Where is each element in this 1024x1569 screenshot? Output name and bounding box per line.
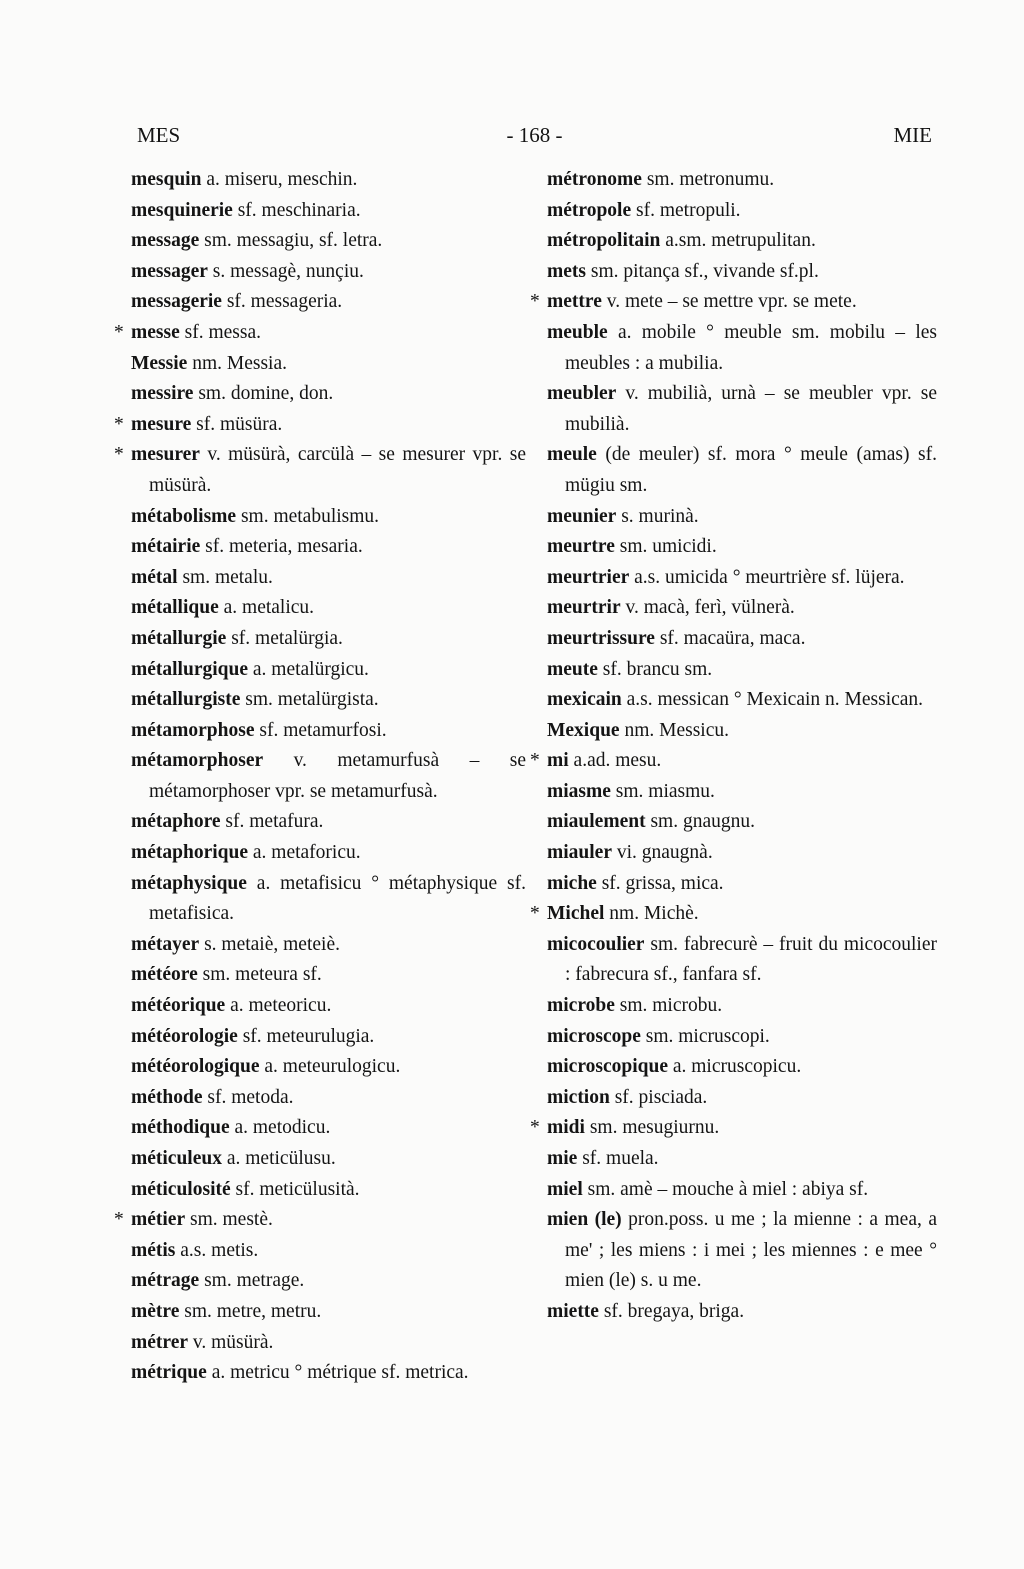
dictionary-entry: [131, 532, 526, 563]
entry-headword: meurtrissure: [547, 627, 655, 649]
entry-star-marker: *: [114, 1209, 124, 1231]
dictionary-entry: [131, 1266, 526, 1297]
dictionary-entry: [114, 1205, 526, 1236]
entry-definition: a. meteoricu.: [225, 995, 332, 1017]
entry-definition: sf. macaüra, maca.: [654, 627, 806, 649]
entry-definition: a. metafisicu ° métaphysique sf. metafisica.: [149, 872, 526, 925]
entry-headword: métrage: [131, 1270, 200, 1292]
dictionary-entry: [131, 1083, 526, 1114]
dictionary-entry: [530, 746, 937, 777]
entry-definition: sf. messageria.: [221, 291, 343, 313]
dictionary-entry: [547, 869, 937, 900]
entry-definition: sf. metafura.: [220, 811, 324, 833]
entry-headword: métamorphose: [131, 719, 255, 741]
dictionary-entry: [131, 624, 526, 655]
entry-headword: métallurgiste: [131, 689, 241, 711]
right-column: [530, 165, 937, 1328]
entry-headword: métamorphoser: [131, 750, 264, 772]
entry-definition: a.sm. metrupulitan.: [660, 230, 816, 252]
entry-headword: métier: [131, 1209, 186, 1231]
dictionary-entry: [547, 1022, 937, 1053]
entry-headword: meubler: [547, 383, 617, 405]
dictionary-entry: [547, 532, 937, 563]
entry-definition: sm. micruscopi.: [640, 1025, 770, 1047]
entry-headword: météorologique: [131, 1056, 260, 1078]
dictionary-entry: [131, 1144, 526, 1175]
entry-definition: sm. miasmu.: [610, 780, 715, 802]
entry-headword: métrer: [131, 1331, 189, 1353]
entry-headword: métronome: [547, 169, 642, 190]
entry-headword: métropole: [547, 199, 632, 221]
dictionary-entry: [530, 1113, 937, 1144]
dictionary-entry: [547, 685, 937, 716]
dictionary-entry: [547, 318, 937, 379]
entry-definition: a. meteurulogicu.: [259, 1056, 401, 1078]
entry-definition: a. miseru, meschin.: [201, 169, 358, 190]
dictionary-entry: [547, 257, 937, 288]
entry-definition: sm. metrage.: [199, 1270, 305, 1292]
entry-headword: mesquinerie: [131, 199, 233, 221]
entry-headword: mi: [547, 750, 569, 772]
entry-headword: métrique: [131, 1362, 207, 1384]
dictionary-entry: [547, 991, 937, 1022]
entry-headword: meuble: [547, 321, 608, 343]
entry-headword: mexicain: [547, 689, 622, 711]
dictionary-entry: [547, 440, 937, 501]
entry-star-marker: *: [530, 903, 540, 925]
entry-definition: s. murinà.: [616, 505, 699, 527]
entry-definition: a. metalürgicu.: [248, 658, 369, 680]
dictionary-entry: [131, 1358, 526, 1389]
dictionary-entry: [131, 685, 526, 716]
entry-definition: s. metaiè, meteiè.: [199, 933, 340, 955]
entry-definition: sm. metronumu.: [641, 169, 775, 190]
entry-definition: nm. Messia.: [187, 352, 287, 374]
entry-headword: mesquin: [131, 169, 202, 190]
entry-definition: sm. metabulismu.: [236, 505, 380, 527]
entry-headword: méthode: [131, 1086, 203, 1108]
entry-definition: v. müsürà.: [188, 1331, 274, 1353]
entry-definition: sf. grissa, mica.: [596, 872, 724, 894]
entry-headword: mètre: [131, 1300, 180, 1322]
entry-headword: mesurer: [131, 444, 200, 466]
entry-headword: messe: [131, 321, 180, 343]
entry-headword: météorique: [131, 995, 226, 1017]
entry-definition: v. metamurfusà – se métamorphoser vpr. se metamurfusà.: [149, 750, 526, 802]
entry-headword: miche: [547, 872, 597, 894]
entry-definition: sm. messagiu, sf. letra.: [199, 230, 383, 252]
dictionary-entry: [547, 563, 937, 594]
dictionary-entry: [547, 777, 937, 808]
entry-headword: microbe: [547, 995, 615, 1017]
dictionary-entry: [131, 196, 526, 227]
entry-headword: meurtrir: [547, 597, 621, 619]
dictionary-entry: [547, 930, 937, 991]
entry-definition: vi. gnaugnà.: [611, 842, 713, 864]
entry-headword: message: [131, 230, 200, 252]
dictionary-entry: [131, 991, 526, 1022]
dictionary-entry: [131, 960, 526, 991]
dictionary-entry: [547, 593, 937, 624]
entry-definition: sf. pisciada.: [609, 1086, 708, 1108]
entry-headword: mets: [547, 260, 586, 282]
dictionary-entry: [131, 502, 526, 533]
entry-headword: midi: [547, 1117, 585, 1139]
entry-definition: sm. pitança sf., vivande sf.pl.: [585, 260, 819, 282]
dictionary-entry: [131, 349, 526, 380]
entry-star-marker: *: [530, 291, 540, 313]
entry-star-marker: *: [530, 750, 540, 772]
entry-definition: pron.poss. u me ; la mienne : a mea, a me' ; les miens : i mei ; les miennes : e mee ° mien (le) s. u me.: [565, 1209, 937, 1292]
entry-definition: sf. müsüra.: [191, 413, 283, 435]
entry-headword: meunier: [547, 505, 617, 527]
dictionary-entry: [547, 379, 937, 440]
entry-headword: métis: [131, 1239, 176, 1261]
entry-headword: métaphysique: [131, 872, 247, 894]
dictionary-entry: [131, 807, 526, 838]
entry-definition: sm. meteura sf.: [197, 964, 322, 986]
dictionary-entry: [547, 226, 937, 257]
entry-headword: mettre: [547, 291, 602, 313]
dictionary-entry: [131, 1328, 526, 1359]
header-right-guide-word: MIE: [893, 123, 932, 147]
entry-definition: s. messagè, nunçiu.: [207, 260, 364, 282]
page-number: - 168 -: [506, 123, 563, 147]
entry-headword: messire: [131, 383, 194, 405]
entry-headword: microscopique: [547, 1056, 668, 1078]
dictionary-entry: [131, 869, 526, 930]
entry-star-marker: *: [530, 1117, 540, 1139]
entry-headword: miction: [547, 1086, 610, 1108]
dictionary-entry: [114, 440, 526, 501]
entry-definition: sf. meschinaria.: [232, 199, 361, 221]
dictionary-entry: [530, 287, 937, 318]
dictionary-entry: [131, 746, 526, 807]
dictionary-entry: [131, 379, 526, 410]
entry-definition: sf. muela.: [577, 1148, 659, 1169]
dictionary-entry: [547, 1144, 937, 1175]
entry-definition: sf. meticülusità.: [230, 1178, 360, 1200]
entry-headword: méticuleux: [131, 1148, 222, 1169]
entry-headword: meurtrier: [547, 566, 630, 588]
entry-definition: sm. umicidi.: [614, 536, 717, 558]
dictionary-entry: [131, 1022, 526, 1053]
entry-definition: sm. domine, don.: [193, 383, 334, 405]
dictionary-entry: [131, 655, 526, 686]
entry-headword: métayer: [131, 933, 200, 955]
dictionary-entry: [131, 930, 526, 961]
entry-definition: a. metricu ° métrique sf. metrica.: [206, 1362, 469, 1384]
dictionary-entry: [131, 1052, 526, 1083]
entry-headword: métallurgie: [131, 627, 227, 649]
dictionary-entry: [547, 502, 937, 533]
dictionary-entry: [131, 287, 526, 318]
dictionary-entry: [131, 165, 526, 196]
entry-headword: miauler: [547, 842, 612, 864]
entry-headword: messager: [131, 260, 208, 282]
entry-headword: miette: [547, 1300, 599, 1322]
entry-definition: sf. metoda.: [202, 1086, 294, 1108]
entry-definition: sf. brancu sm.: [597, 658, 713, 680]
entry-definition: v. müsürà, carcülà – se mesurer vpr. se müsürà.: [149, 444, 526, 496]
entry-headword: méthodique: [131, 1117, 230, 1139]
entry-definition: a.s. umicida ° meurtrière sf. lüjera.: [629, 566, 905, 588]
header-left-guide-word: MES: [137, 123, 181, 147]
entry-headword: meule: [547, 444, 597, 466]
entry-headword: meurtre: [547, 536, 615, 558]
entry-definition: sf. metamurfosi.: [254, 719, 387, 741]
dictionary-entry: [114, 410, 526, 441]
entry-headword: meute: [547, 658, 598, 680]
entry-headword: messagerie: [131, 291, 222, 313]
entry-headword: métaphorique: [131, 842, 248, 864]
entry-definition: a. meticülusu.: [221, 1148, 336, 1169]
dictionary-entry: [131, 1113, 526, 1144]
dictionary-entry: [547, 1297, 937, 1328]
dictionary-entry: [547, 716, 937, 747]
dictionary-entry: [131, 593, 526, 624]
entry-headword: miel: [547, 1178, 583, 1200]
entry-definition: a.s. metis.: [175, 1239, 259, 1261]
dictionary-entry: [547, 1205, 937, 1297]
dictionary-entry: [547, 1052, 937, 1083]
entry-star-marker: *: [114, 444, 124, 466]
dictionary-entry: [547, 838, 937, 869]
entry-definition: sm. gnaugnu.: [645, 811, 755, 833]
entry-definition: sf. metalürgia.: [226, 627, 343, 649]
entry-headword: Mexique: [547, 719, 620, 741]
dictionary-entry: [131, 1175, 526, 1206]
entry-star-marker: *: [114, 321, 124, 343]
entry-headword: mesure: [131, 413, 192, 435]
entry-headword: méticulosité: [131, 1178, 231, 1200]
entry-definition: sm. mesugiurnu.: [584, 1117, 720, 1139]
entry-headword: métallique: [131, 597, 219, 619]
entry-definition: sm. microbu.: [614, 995, 723, 1017]
entry-headword: métaphore: [131, 811, 221, 833]
entry-definition: v. mubilià, urnà – se meubler vpr. se mubilià.: [565, 383, 937, 435]
entry-headword: métropolitain: [547, 230, 661, 252]
entry-headword: météore: [131, 964, 198, 986]
entry-definition: sm. amè – mouche à miel : abiya sf.: [582, 1178, 869, 1200]
entry-headword: métabolisme: [131, 505, 237, 527]
entry-definition: (de meuler) sf. mora ° meule (amas) sf. mügiu sm.: [565, 444, 937, 496]
entry-definition: sm. metalürgista.: [240, 689, 379, 711]
dictionary-entry: [131, 716, 526, 747]
entry-headword: météorologie: [131, 1025, 238, 1047]
entry-star-marker: *: [114, 413, 124, 435]
entry-definition: sm. metre, metru.: [179, 1300, 322, 1322]
entry-headword: métairie: [131, 536, 201, 558]
dictionary-entry: [547, 655, 937, 686]
entry-definition: a. metalicu.: [218, 597, 315, 619]
entry-definition: a. metaforicu.: [248, 842, 361, 864]
dictionary-entry: [131, 1297, 526, 1328]
left-column: [114, 165, 526, 1389]
dictionary-entry: [530, 899, 937, 930]
dictionary-entry: [547, 165, 937, 196]
entry-definition: sf. meteurulugia.: [237, 1025, 375, 1047]
entry-headword: mien (le): [547, 1209, 622, 1231]
dictionary-entry: [131, 257, 526, 288]
entry-headword: miasme: [547, 780, 611, 802]
entry-definition: nm. Messicu.: [619, 719, 729, 741]
entry-definition: sf. messa.: [179, 321, 261, 343]
entry-headword: métal: [131, 566, 178, 588]
entry-definition: a. micruscopicu.: [667, 1056, 802, 1078]
entry-headword: micocoulier: [547, 933, 645, 955]
entry-definition: v. macà, ferì, vülnerà.: [620, 597, 795, 619]
entry-definition: sf. meteria, mesaria.: [200, 536, 363, 558]
dictionary-entry: [131, 563, 526, 594]
page-header: [137, 119, 932, 151]
dictionary-entry: [547, 1175, 937, 1206]
entry-headword: mie: [547, 1148, 578, 1169]
entry-definition: v. mete – se mettre vpr. se mete.: [601, 291, 857, 313]
entry-definition: a. metodicu.: [229, 1117, 331, 1139]
entry-definition: sf. metropuli.: [631, 199, 741, 221]
entry-definition: a. mobile ° meuble sm. mobilu – les meubles : a mubilia.: [565, 321, 937, 374]
dictionary-entry: [547, 807, 937, 838]
entry-definition: sm. fabrecurè – fruit du micocoulier : fabrecura sf., fanfara sf.: [565, 933, 937, 986]
entry-headword: Messie: [131, 352, 188, 374]
entry-headword: métallurgique: [131, 658, 248, 680]
entry-headword: Michel: [547, 903, 605, 925]
dictionary-entry: [131, 1236, 526, 1267]
entry-definition: sm. mestè.: [185, 1209, 273, 1231]
entry-headword: microscope: [547, 1025, 641, 1047]
dictionary-entry: [547, 1083, 937, 1114]
entry-headword: miaulement: [547, 811, 646, 833]
entry-definition: a.s. messican ° Mexicain n. Messican.: [621, 689, 924, 711]
entry-definition: sm. metalu.: [177, 566, 273, 588]
entry-definition: a.ad. mesu.: [568, 750, 662, 772]
dictionary-entry: [547, 196, 937, 227]
dictionary-entry: [114, 318, 526, 349]
dictionary-entry: [131, 838, 526, 869]
dictionary-entry: [547, 624, 937, 655]
dictionary-entry: [131, 226, 526, 257]
entry-definition: nm. Michè.: [604, 903, 699, 925]
entry-definition: sf. bregaya, briga.: [598, 1300, 745, 1322]
